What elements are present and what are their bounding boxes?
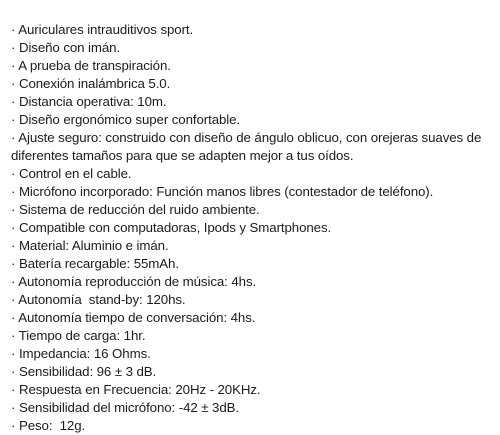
bullet: · bbox=[11, 58, 16, 73]
bullet: · bbox=[11, 40, 16, 55]
bullet: · bbox=[11, 346, 16, 361]
bullet: · bbox=[11, 238, 16, 253]
spec-text: Ajuste seguro: construido con diseño de ángulo oblicuo, con orejeras suaves de diferentes tamaños para que se adapten mejor a tus oídos. bbox=[11, 130, 482, 163]
bullet: · bbox=[11, 364, 16, 379]
spec-item bbox=[11, 237, 493, 255]
spec-text: Distancia operativa: 10m. bbox=[18, 94, 167, 109]
spec-item bbox=[11, 291, 493, 309]
spec-item bbox=[11, 219, 493, 237]
spec-list bbox=[11, 21, 493, 435]
spec-text: Respuesta en Frecuencia: 20Hz - 20KHz. bbox=[18, 382, 261, 397]
spec-item bbox=[11, 201, 493, 219]
spec-text: Control en el cable. bbox=[18, 166, 132, 181]
spec-text: Batería recargable: 55mAh. bbox=[18, 256, 179, 271]
bullet: · bbox=[11, 418, 16, 433]
bullet: · bbox=[11, 94, 16, 109]
bullet: · bbox=[11, 76, 16, 91]
bullet: · bbox=[11, 166, 16, 181]
spec-item bbox=[11, 111, 493, 129]
bullet: · bbox=[11, 220, 16, 235]
bullet: · bbox=[11, 256, 16, 271]
spec-text: Peso: 12g. bbox=[18, 418, 86, 433]
spec-text: Material: Aluminio e imán. bbox=[18, 238, 169, 253]
spec-text: Sensibilidad: 96 ± 3 dB. bbox=[18, 364, 157, 379]
spec-item bbox=[11, 75, 493, 93]
spec-text: Diseño ergonómico super confortable. bbox=[18, 112, 241, 127]
bullet: · bbox=[11, 328, 16, 343]
spec-item bbox=[11, 21, 493, 39]
spec-item bbox=[11, 363, 493, 381]
spec-item bbox=[11, 255, 493, 273]
spec-text: Sensibilidad del micrófono: -42 ± 3dB. bbox=[18, 400, 240, 415]
bullet: · bbox=[11, 292, 16, 307]
spec-item bbox=[11, 417, 493, 435]
spec-text: Conexión inalámbrica 5.0. bbox=[18, 76, 171, 91]
spec-item bbox=[11, 129, 493, 165]
spec-text: Micrófono incorporado: Función manos libres (contestador de teléfono). bbox=[18, 184, 434, 199]
spec-item bbox=[11, 57, 493, 75]
spec-text: Auriculares intrauditivos sport. bbox=[18, 22, 194, 37]
bullet: · bbox=[11, 400, 16, 415]
spec-item bbox=[11, 273, 493, 291]
spec-item bbox=[11, 183, 493, 201]
spec-item bbox=[11, 309, 493, 327]
spec-text: A prueba de transpiración. bbox=[18, 58, 171, 73]
bullet: · bbox=[11, 112, 16, 127]
spec-item bbox=[11, 165, 493, 183]
bullet: · bbox=[11, 130, 16, 145]
spec-text: Compatible con computadoras, Ipods y Smartphones. bbox=[18, 220, 332, 235]
bullet: · bbox=[11, 184, 16, 199]
spec-text: Autonomía reproducción de música: 4hs. bbox=[18, 274, 257, 289]
spec-text: Impedancia: 16 Ohms. bbox=[18, 346, 151, 361]
spec-text: Autonomía tiempo de conversación: 4hs. bbox=[18, 310, 256, 325]
bullet: · bbox=[11, 310, 16, 325]
spec-item bbox=[11, 327, 493, 345]
bullet: · bbox=[11, 274, 16, 289]
bullet: · bbox=[11, 22, 16, 37]
spec-text: Sistema de reducción del ruido ambiente. bbox=[18, 202, 260, 217]
spec-text: Tiempo de carga: 1hr. bbox=[18, 328, 146, 343]
spec-item bbox=[11, 93, 493, 111]
spec-item bbox=[11, 399, 493, 417]
spec-text: Autonomía stand-by: 120hs. bbox=[18, 292, 186, 307]
bullet: · bbox=[11, 202, 16, 217]
spec-item bbox=[11, 39, 493, 57]
spec-item bbox=[11, 381, 493, 399]
bullet: · bbox=[11, 382, 16, 397]
spec-item bbox=[11, 345, 493, 363]
spec-text: Diseño con imán. bbox=[18, 40, 121, 55]
